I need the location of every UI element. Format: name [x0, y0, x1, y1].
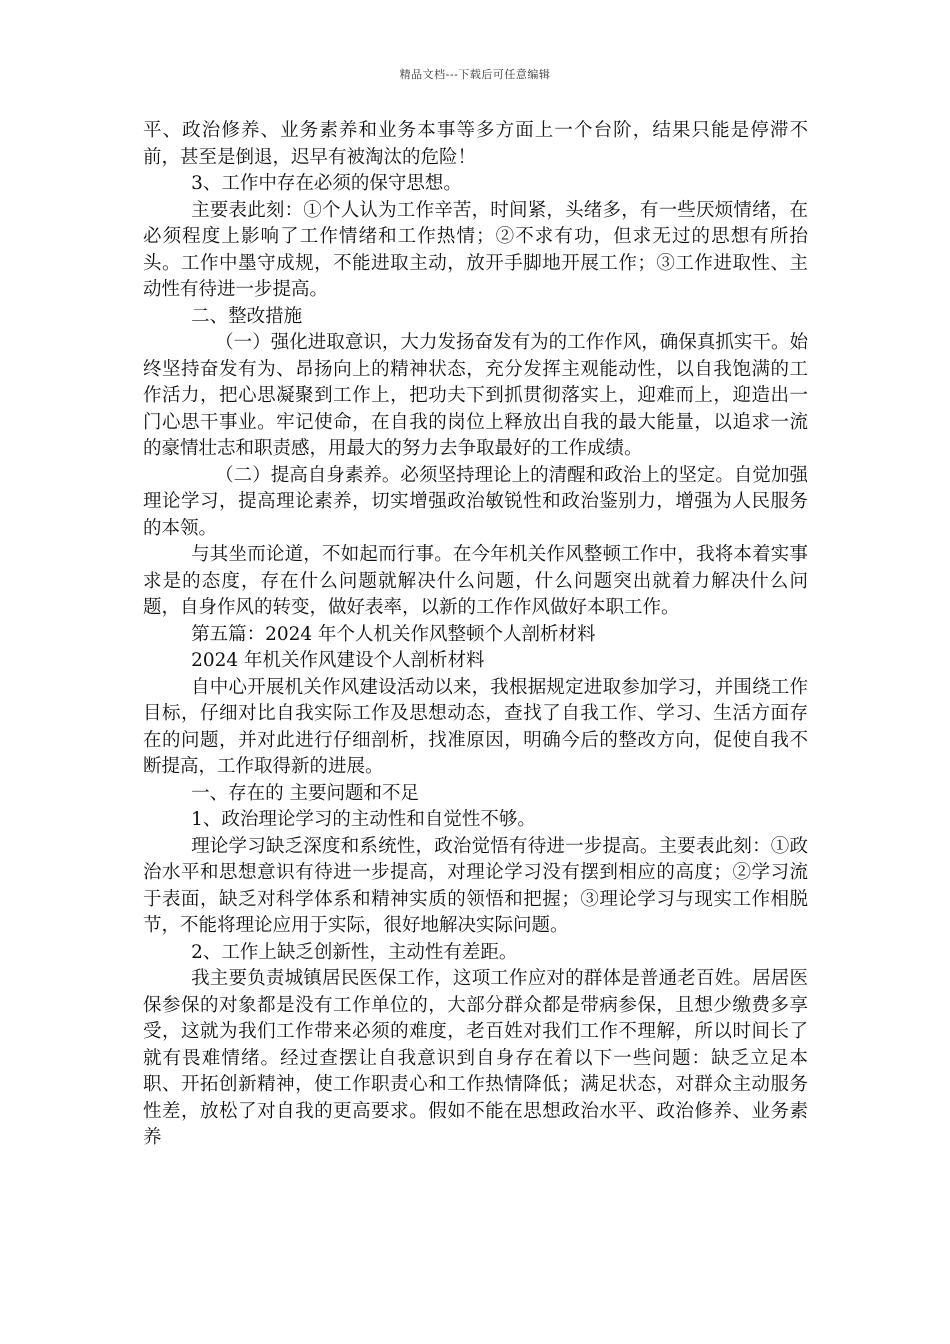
article-title: 第五篇：2024 年个人机关作风整顿个人剖析材料	[191, 623, 596, 645]
section-heading-problems: 一、存在的 主要问题和不足	[191, 782, 419, 804]
paragraph-item-3: 3、工作中存在必须的保守思想。	[191, 173, 462, 194]
paragraph-continuation: 平、政治修养、业务素养和业务本事等多方面上一个台阶，结果只能是停滞不前，甚至是倒退，迟早有被淘汰的危险！	[143, 120, 808, 168]
paragraph-item-2: 2、工作上缺乏创新性，主动性有差距。	[191, 941, 518, 963]
paragraph-conclusion: 与其坐而论道，不如起而行事。在今年机关作风整顿工作中，我将本着实事求是的态度，存在什么问题就解决什么问题，什么问题突出就着力解决什么问题，自身作风的转变，做好表率，以新的工作作风做好本职工作。	[143, 544, 808, 618]
article-subtitle: 2024 年机关作风建设个人剖析材料	[191, 650, 485, 671]
paragraph-measure-1: （一）强化进取意识，大力发扬奋发有为的工作作风，确保真抓实干。始终坚持奋发有为、昂扬向上的精神状态，充分发挥主观能动性，以自我饱满的工作活力，把心思凝聚到工作上，把功夫下到抓贯彻落实上，迎难而上，迎造出一门心思干事业。牢记使命，在自我的岗位上释放出自我的最大能量，以追求一流的豪情壮志和职责感，用最大的努力去争取最好的工作成绩。	[143, 332, 808, 459]
paragraph-measure-2: （二）提高自身素养。必须坚持理论上的清醒和政治上的坚定。自觉加强理论学习，提高理论素养，切实增强政治敏锐性和政治鉴别力，增强为人民服务的本领。	[143, 464, 808, 539]
paragraph-item-1: 1、政治理论学习的主动性和自觉性不够。	[191, 809, 536, 830]
section-heading-rectification: 二、整改措施	[191, 305, 303, 327]
paragraph-body: 主要表此刻：①个人认为工作辛苦，时间紧，头绪多，有一些厌烦情绪，在必须程度上影响了工作情绪和工作热情；②不求有功，但求无过的思想有所抬头。工作中墨守成规，不能进取主动，放开手脚地开展工作；③工作进取性、主动性有待进一步提高。	[143, 199, 808, 300]
paragraph-intro: 自中心开展机关作风建设活动以来，我根据规定进取参加学习，并围绕工作目标，仔细对比自我实际工作及思想动态，查找了自我工作、学习、生活方面存在的问题，并对此进行仔细剖析，找准原因，明确今后的整改方向，促使自我不断提高，工作取得新的进展。	[143, 676, 808, 777]
page-header: 精品文档---下载后可任意编辑	[399, 68, 551, 81]
document-body	[143, 118, 808, 1152]
paragraph-body: 我主要负责城镇居民医保工作，这项工作应对的群体是普通老百姓。居居医保参保的对象都是没有工作单位的，大部分群众都是带病参保，且想少缴费多享受，这就为我们工作带来必须的难度，老百姓对我们工作不理解，所以时间长了就有畏难情绪。经过查摆让自我意识到自身存在着以下一些问题：缺乏立足本职、开拓创新精神，使工作职责心和工作热情降低；满足状态，对群众主动服务性差，放松了对自我的更高要求。假如不能在思想政治水平、政治修养、业务素养	[143, 968, 808, 1148]
paragraph-body: 理论学习缺乏深度和系统性，政治觉悟有待进一步提高。主要表此刻：①政治水平和思想意识有待进一步提高，对理论学习没有摆到相应的高度；②学习流于表面，缺乏对科学体系和精神实质的领悟和把握；③理论学习与现实工作相脱节，不能将理论应用于实际，很好地解决实际问题。	[143, 835, 808, 936]
